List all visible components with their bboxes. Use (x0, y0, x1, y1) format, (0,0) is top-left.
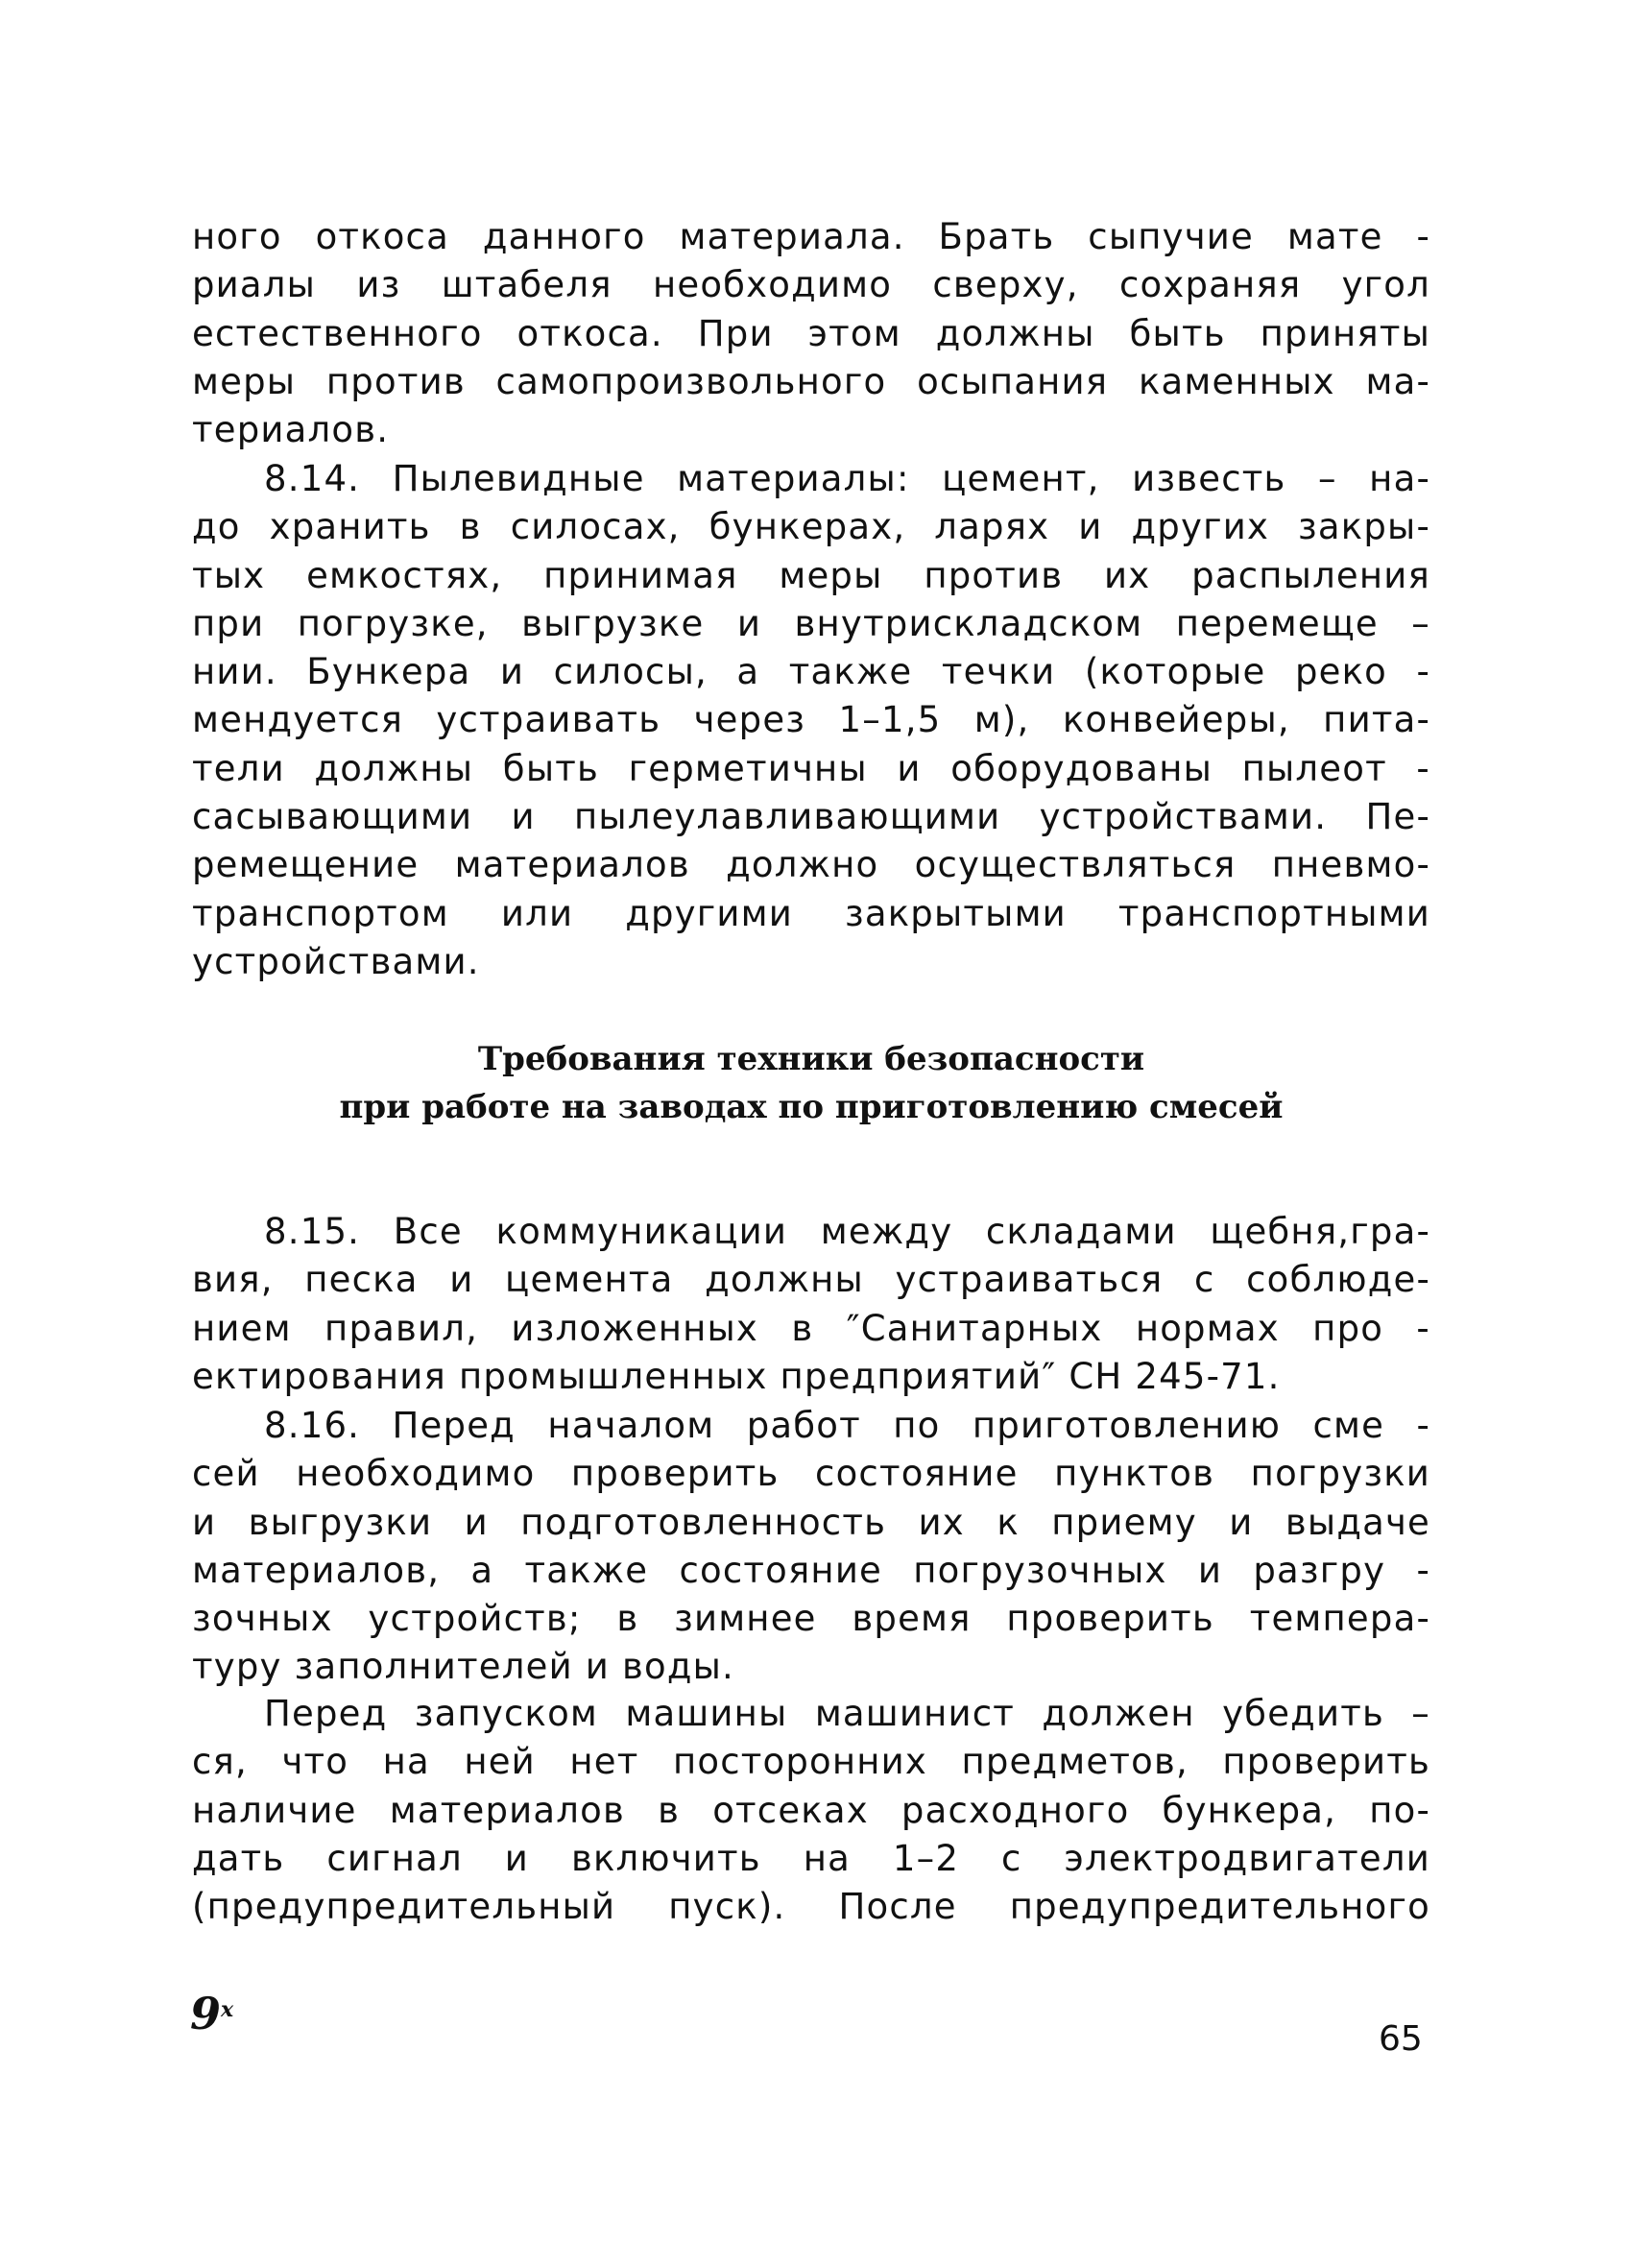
text-line: меры против самопроизвольного осыпания каменных ма- (192, 360, 1430, 402)
paragraph-1 (192, 213, 1430, 454)
text-line: 8.14. Пылевидные материалы: цемент, известь – на- (264, 458, 1430, 499)
text-line: (предупредительный пуск). После предупредительного (192, 1886, 1430, 1928)
text-line: нии. Бункера и силосы, а также течки (которые реко - (192, 651, 1430, 693)
text-line: устройствами. (192, 940, 480, 982)
text-line: сей необходимо проверить состояние пунктов погрузки (192, 1453, 1430, 1495)
text-line: риалы из штабеля необходимо сверху, сохраняя угол (192, 264, 1430, 306)
paragraph-machine-start (192, 1690, 1430, 1931)
text-line: до хранить в силосах, бункерах, ларях и других закры- (192, 506, 1430, 548)
section-heading-line-1: Требования техники безопасности (477, 1040, 1145, 1078)
text-line: ремещение материалов должно осуществляться пневмо- (192, 844, 1430, 886)
text-line: 8.16. Перед началом работ по приготовлению сме - (264, 1405, 1430, 1446)
text-line: нием правил, изложенных в ″Санитарных нормах про - (192, 1307, 1430, 1349)
text-line: дать сигнал и включить на 1–2 с электродвигатели (192, 1837, 1430, 1879)
text-line: и выгрузки и подготовленность их к приему и выдаче (192, 1501, 1430, 1543)
paragraph-8-16 (192, 1402, 1430, 1692)
text-line: ся, что на ней нет посторонних предметов, проверить (192, 1741, 1430, 1783)
text-line: вия, песка и цемента должны устраиваться с соблюде- (192, 1259, 1430, 1301)
signature-mark-suffix: x (221, 1997, 234, 2022)
paragraph-8-15 (192, 1208, 1430, 1401)
text-line: транспортом или другими закрытыми транспортными (192, 892, 1430, 934)
text-line: тых емкостях, принимая меры против их распыления (192, 554, 1430, 596)
paragraph-8-14 (192, 455, 1430, 986)
section-heading-line-2: при работе на заводах по приготовлению смесей (339, 1088, 1284, 1126)
text-line: зочных устройств; в зимнее время проверить темпера- (192, 1598, 1430, 1640)
page-number: 65 (1379, 2019, 1423, 2059)
text-line: мендуется устраивать через 1–1,5 м), конвейеры, пита- (192, 699, 1430, 741)
text-line: териалов. (192, 409, 390, 451)
section-heading (192, 1035, 1430, 1131)
text-line: ного откоса данного материала. Брать сыпучие мате - (192, 216, 1430, 257)
signature-mark (190, 1990, 233, 2038)
text-line: сасывающими и пылеулавливающими устройствами. Пе- (192, 796, 1430, 838)
text-line: туру заполнителей и воды. (192, 1646, 735, 1688)
text-line: тели должны быть герметичны и оборудованы пылеот - (192, 747, 1430, 789)
text-line: материалов, а также состояние погрузочных и разгру - (192, 1549, 1430, 1591)
text-line: при погрузке, выгрузке и внутрискладском перемеще – (192, 602, 1430, 644)
text-line: наличие материалов в отсеках расходного бункера, по- (192, 1789, 1430, 1831)
text-line: 8.15. Все коммуникации между складами щебня,гра- (264, 1211, 1430, 1252)
signature-mark-number: 9 (190, 1988, 222, 2039)
text-line: Перед запуском машины машинист должен убедить – (264, 1693, 1430, 1734)
text-line: ектирования промышленных предприятий″ СН 245-71. (192, 1355, 1281, 1397)
text-line: естественного откоса. При этом должны быть приняты (192, 312, 1430, 354)
